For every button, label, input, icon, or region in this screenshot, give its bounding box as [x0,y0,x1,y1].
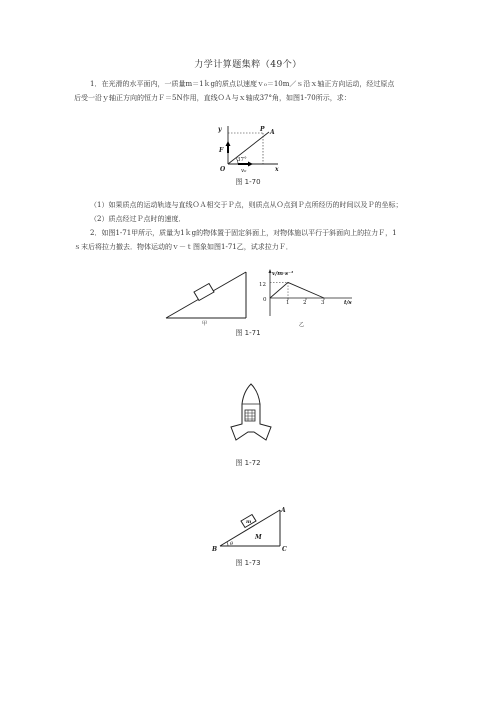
block [194,284,214,301]
label-M-big: M [255,534,262,541]
force-arrow-head [226,141,231,146]
label-angle: 37° [237,157,247,163]
problem-1-line-1: 1．在光滑的水平面内，一质量m＝1ｋg的质点以速度ｖ₀＝10m／ｓ沿ｘ轴正方向运动，经过原点 [90,80,395,88]
label-x: x [275,166,279,173]
vt-series-line [270,282,324,298]
label-a: A [270,129,275,136]
tick-label-1: 1 [286,300,290,306]
tick-label-0: 0 [263,297,267,303]
label-jia: 甲 [202,321,208,327]
question-2: （2）质点经过Ｐ点时的速度． [90,215,186,223]
label-theta: θ [230,541,234,547]
figure-1-72 [226,382,276,452]
rocket-window [245,410,255,421]
tick-label-3: 3 [321,300,325,306]
caption-fig-1-70: 图 1-70 [235,178,261,186]
label-f: F [219,147,224,154]
label-p: P [260,126,265,133]
figure-1-71-vt-graph [256,266,366,330]
theta-arc [227,542,228,546]
figure-1-73 [208,504,298,556]
page-title: 力学计算题集粹（49个） [194,60,302,70]
label-c: C [282,546,287,553]
label-b: B [212,546,218,553]
figure-1-71-incline [162,266,262,326]
problem-1-line-2: 后受一沿ｙ轴正方向的恒力Ｆ＝5N作用，直线ＯＡ与ｘ轴成37°角，如图1-70所示，求： [74,94,351,102]
tick-label-2: 2 [303,300,307,306]
problem-2-line-2: ｓ末后将拉力撤去．物体运动的ｖ－ｔ图象如图1-71乙，试求拉力Ｆ． [74,243,293,251]
label-o: O [220,166,226,173]
label-yi: 乙 [299,322,305,328]
problem-2-line-1: 2．如图1-71甲所示，质量为1ｋg的物体置于固定斜面上，对物体施以平行于斜面向上的拉力Ｆ，1 [90,229,397,237]
caption-fig-1-72: 图 1-72 [235,459,261,467]
label-v0: v₀ [241,168,247,174]
label-m-small: m [246,519,252,525]
vt-x-label: t/s [344,300,352,306]
label-y: y [218,126,222,133]
caption-fig-1-71: 图 1-71 [235,329,261,337]
vt-y-label: v/m·s⁻¹ [272,271,294,277]
velocity-arrow-head [248,162,253,167]
figure-1-70 [214,124,284,174]
question-1: （1）如果质点的运动轨迹与直线ＯＡ相交于Ｐ点，则质点从Ｏ点到Ｐ点所经历的时间以及Ｐ的坐标； [90,201,403,209]
tick-label-12: 12 [259,282,266,288]
label-a-73: A [281,507,286,514]
caption-fig-1-73: 图 1-73 [235,559,261,567]
